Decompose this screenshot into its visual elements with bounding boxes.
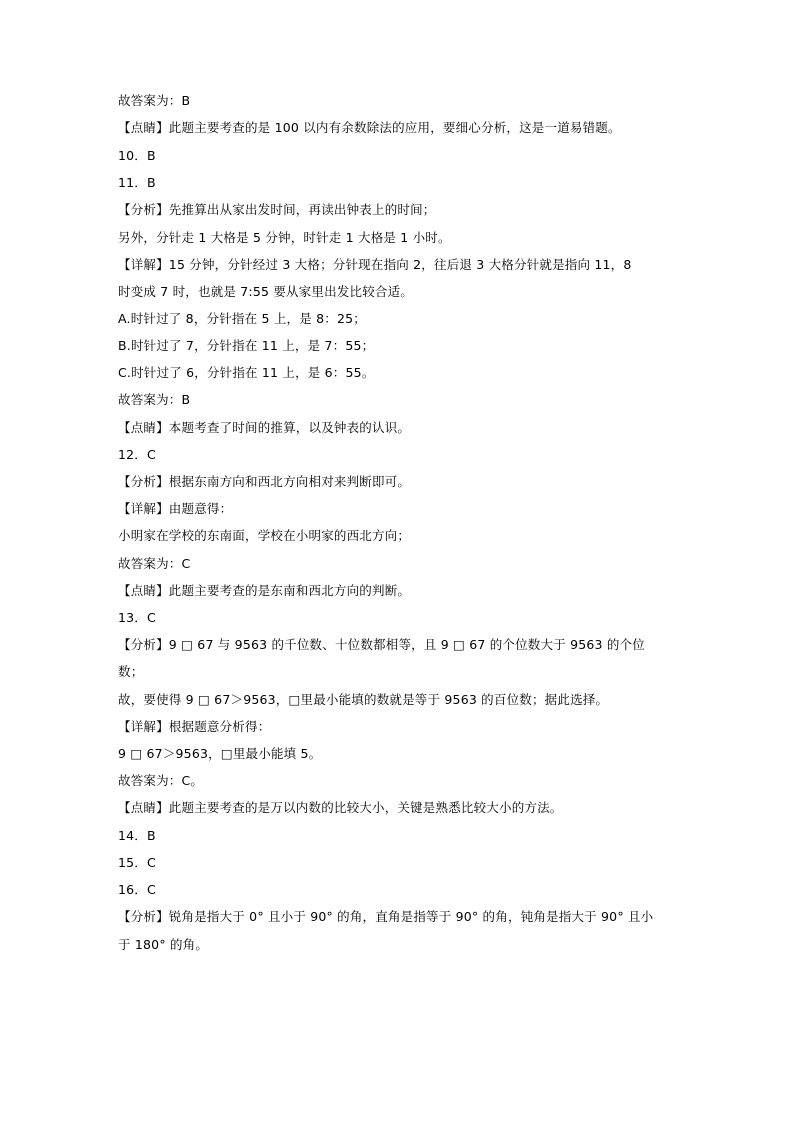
option-line: B.时针过了 7，分针指在 11 上，是 7：55； [118,338,375,353]
question-number: 10．B [118,148,156,163]
body-text-line: 时变成 7 时，也就是 7:55 要从家里出发比较合适。 [118,284,414,299]
explanation-line: 【详解】由题意得： [118,501,233,516]
explanation-line: 【详解】根据题意分析得： [118,719,271,734]
question-number: 12．C [118,447,156,462]
question-number: 15．C [118,855,156,870]
comment-line: 【点睛】此题主要考查的是万以内数的比较大小，关键是熟悉比较大小的方法。 [118,800,563,815]
answer-line: 故答案为：C [118,556,191,571]
answer-line: 故答案为：C。 [118,773,204,788]
body-text-line: 另外，分针走 1 大格是 5 分钟，时针走 1 大格是 1 小时。 [118,230,451,245]
answer-line: 故答案为：B [118,392,191,407]
analysis-line: 【分析】锐角是指大于 0° 且小于 90° 的角，直角是指等于 90° 的角，钝角是指大于 90° 且小 [118,909,654,924]
body-text-line: 数； [118,664,144,679]
body-text-line: 9 □ 67＞9563，□里最小能填 5。 [118,746,322,761]
body-text-line: 故，要使得 9 □ 67＞9563，□里最小能填的数就是等于 9563 的百位数；据此选择。 [118,692,609,707]
analysis-line: 【分析】根据东南方向和西北方向相对来判断即可。 [118,474,411,489]
comment-line: 【点睛】此题主要考查的是 100 以内有余数除法的应用，要细心分析，这是一道易错题。 [118,120,621,135]
question-number: 13．C [118,610,156,625]
explanation-line: 【详解】15 分钟，分针经过 3 大格；分针现在指向 2，往后退 3 大格分针就是指向 11，8 [118,257,632,272]
comment-line: 【点睛】此题主要考查的是东南和西北方向的判断。 [118,583,411,598]
analysis-line: 【分析】先推算出从家出发时间，再读出钟表上的时间； [118,202,436,217]
option-line: C.时针过了 6，分针指在 11 上，是 6：55。 [118,365,375,380]
body-text-line: 于 180° 的角。 [118,937,209,952]
question-number: 16．C [118,882,156,897]
question-number: 14．B [118,828,156,843]
answer-line: 故答案为：B [118,93,191,108]
analysis-line: 【分析】9 □ 67 与 9563 的千位数、十位数都相等，且 9 □ 67 的个位数大于 9563 的个位 [118,637,645,652]
comment-line: 【点睛】本题考查了时间的推算，以及钟表的认识。 [118,420,411,435]
body-text-line: 小明家在学校的东南面，学校在小明家的西北方向； [118,528,411,543]
option-line: A.时针过了 8，分针指在 5 上，是 8：25； [118,311,366,326]
question-number: 11．B [118,175,156,190]
